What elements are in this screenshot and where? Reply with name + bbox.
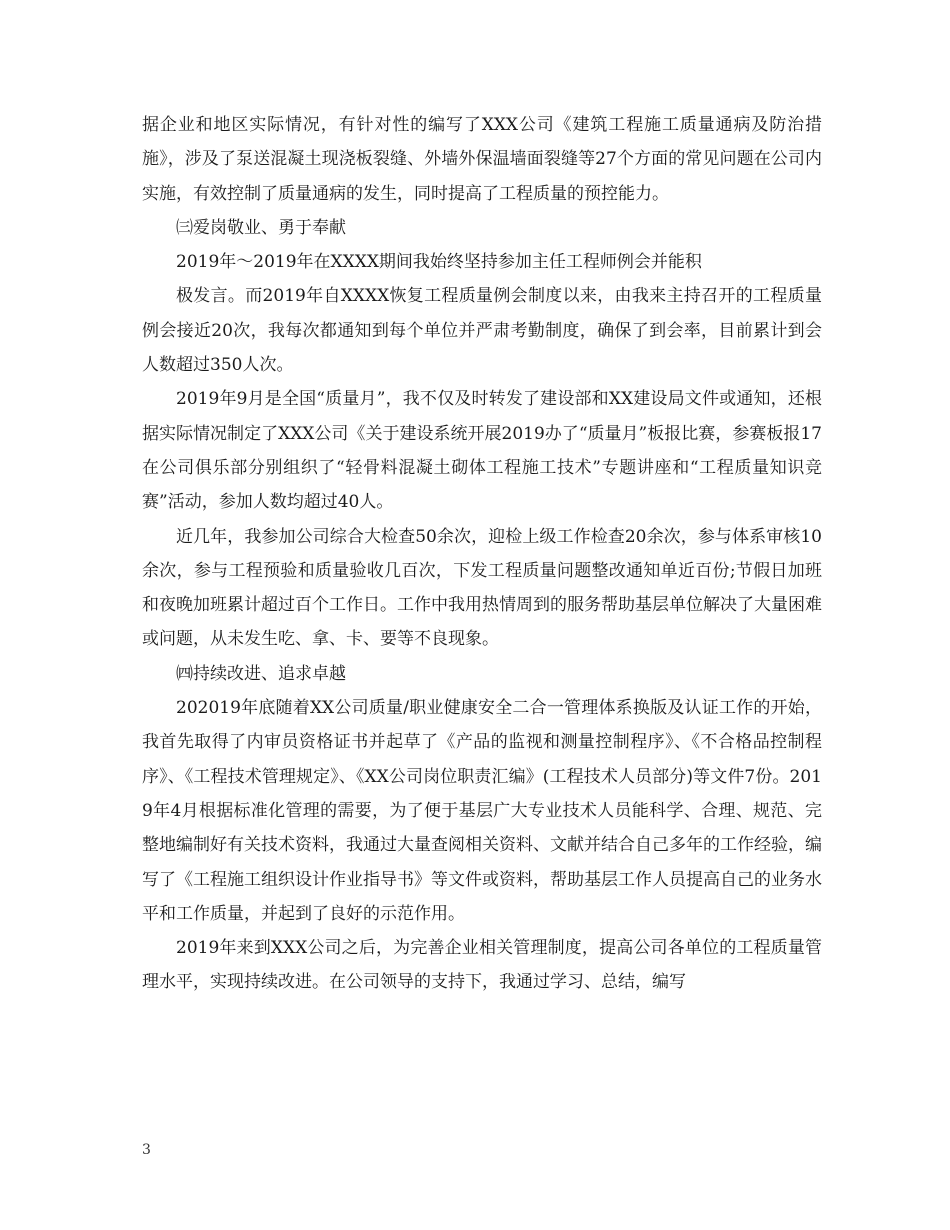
document-body <box>142 108 822 1000</box>
paragraph: 近几年，我参加公司综合大检查50余次，迎检上级工作检查20余次，参与体系审核10余次，参与工程预验和质量验收几百次，下发工程质量问题整改通知单近百份;节假日加班和夜晚加班累计超过百个工作日。工作中我用热情周到的服务帮助基层单位解决了大量困难或问题，从未发生吃、拿、卡、要等不良现象。 <box>142 526 822 650</box>
section-heading: ㈣持续改进、追求卓越 <box>176 663 346 684</box>
paragraph: 2019年9月是全国“质量月”，我不仅及时转发了建设部和XX建设局文件或通知，还根据实际情况制定了XXX公司《关于建设系统开展2019办了“质量月”板报比赛，参赛板报17在公司俱乐部分别组织了“轻骨料混凝土砌体工程施工技术”专题讲座和“工程质量知识竞赛”活动，参加人数均超过40人。 <box>142 389 822 513</box>
paragraph: 极发言。而2019年自XXXX恢复工程质量例会制度以来，由我来主持召开的工程质量例会接近20次，我每次都通知到每个单位并严肃考勤制度，确保了到会率，目前累计到会人数超过350人次。 <box>142 286 822 376</box>
paragraph: 2019年来到XXX公司之后，为完善企业相关管理制度，提高公司各单位的工程质量管理水平，实现持续改进。在公司领导的支持下，我通过学习、总结，编写 <box>142 938 822 993</box>
paragraph: 202019年底随着XX公司质量/职业健康安全二合一管理体系换版及认证工作的开始，我首先取得了内审员资格证书并起草了《产品的监视和测量控制程序》、《不合格品控制程序》、《工程技术管理规定》、《XX公司岗位职责汇编》(工程技术人员部分)等文件7份。2019年4月根据标准化管理的需要，为了便于基层广大专业技术人员能科学、合理、规范、完整地编制好有关技术资料，我通过大量查阅相关资料、文献并结合自己多年的工作经验，编写了《工程施工组织设计作业指导书》等文件或资料，帮助基层工作人员提高自己的业务水平和工作质量，并起到了良好的示范作用。 <box>142 698 822 924</box>
paragraph: 据企业和地区实际情况，有针对性的编写了XXX公司《建筑工程施工质量通病及防治措施》，涉及了泵送混凝土现浇板裂缝、外墙外保温墙面裂缝等27个方面的常见问题在公司内实施，有效控制了质量通病的发生，同时提高了工程质量的预控能力。 <box>142 115 822 204</box>
page-number: 3 <box>142 1142 151 1158</box>
paragraph: 2019年～2019年在XXXX期间我始终坚持参加主任工程师例会并能积 <box>176 252 702 273</box>
section-heading: ㈢爱岗敬业、勇于奉献 <box>176 217 346 238</box>
